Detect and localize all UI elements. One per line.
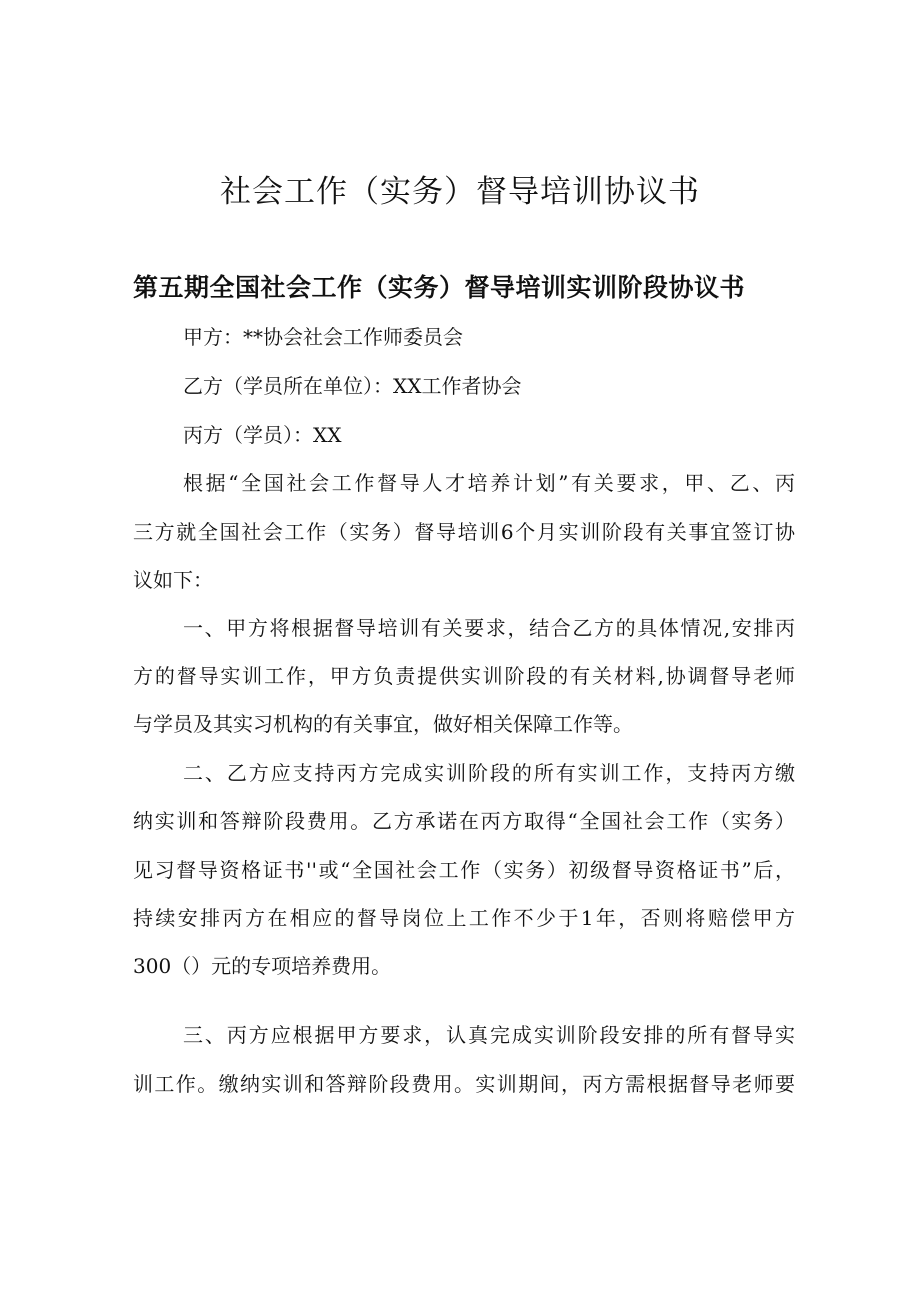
clause-2-line: 300（）元的专项培养费用。 bbox=[133, 954, 392, 978]
party-a: 甲方：**协会社会工作师委员会 bbox=[183, 325, 463, 349]
party-c: 丙方（学员）：XX bbox=[183, 423, 342, 447]
clause-2-line: 纳实训和答辩阶段费用。乙方承诺在丙方取得“全国社会工作（实务） bbox=[133, 809, 795, 833]
intro-line: 根据“全国社会工作督导人才培养计划”有关要求，甲、乙、丙 bbox=[183, 471, 795, 495]
clause-2-line: 见习督导资格证书''或“全国社会工作（实务）初级督导资格证书”后， bbox=[133, 858, 795, 882]
document-title: 社会工作（实务）督导培训协议书 bbox=[220, 174, 700, 210]
clause-1-line: 与学员及其实习机构的有关事宜，做好相关保障工作等。 bbox=[133, 712, 633, 736]
intro-line: 议如下： bbox=[133, 568, 213, 592]
clause-3-line: 三、丙方应根据甲方要求，认真完成实训阶段安排的所有督导实 bbox=[183, 1023, 795, 1047]
clause-2-line: 持续安排丙方在相应的督导岗位上工作不少于1年，否则将赔偿甲方 bbox=[133, 906, 795, 930]
document-subtitle: 第五期全国社会工作（实务）督导培训实训阶段协议书 bbox=[133, 273, 746, 302]
clause-2-line: 二、乙方应支持丙方完成实训阶段的所有实训工作，支持丙方缴 bbox=[183, 761, 795, 785]
clause-1-line: 方的督导实训工作，甲方负责提供实训阶段的有关材料,协调督导老师 bbox=[133, 664, 795, 688]
clause-1-line: 一、甲方将根据督导培训有关要求，结合乙方的具体情况,安排丙 bbox=[183, 616, 795, 640]
party-b: 乙方（学员所在单位）：XX工作者协会 bbox=[183, 374, 522, 398]
intro-line: 三方就全国社会工作（实务）督导培训6个月实训阶段有关事宜签订协 bbox=[133, 520, 795, 544]
clause-3-line: 训工作。缴纳实训和答辩阶段费用。实训期间，丙方需根据督导老师要 bbox=[133, 1072, 795, 1096]
